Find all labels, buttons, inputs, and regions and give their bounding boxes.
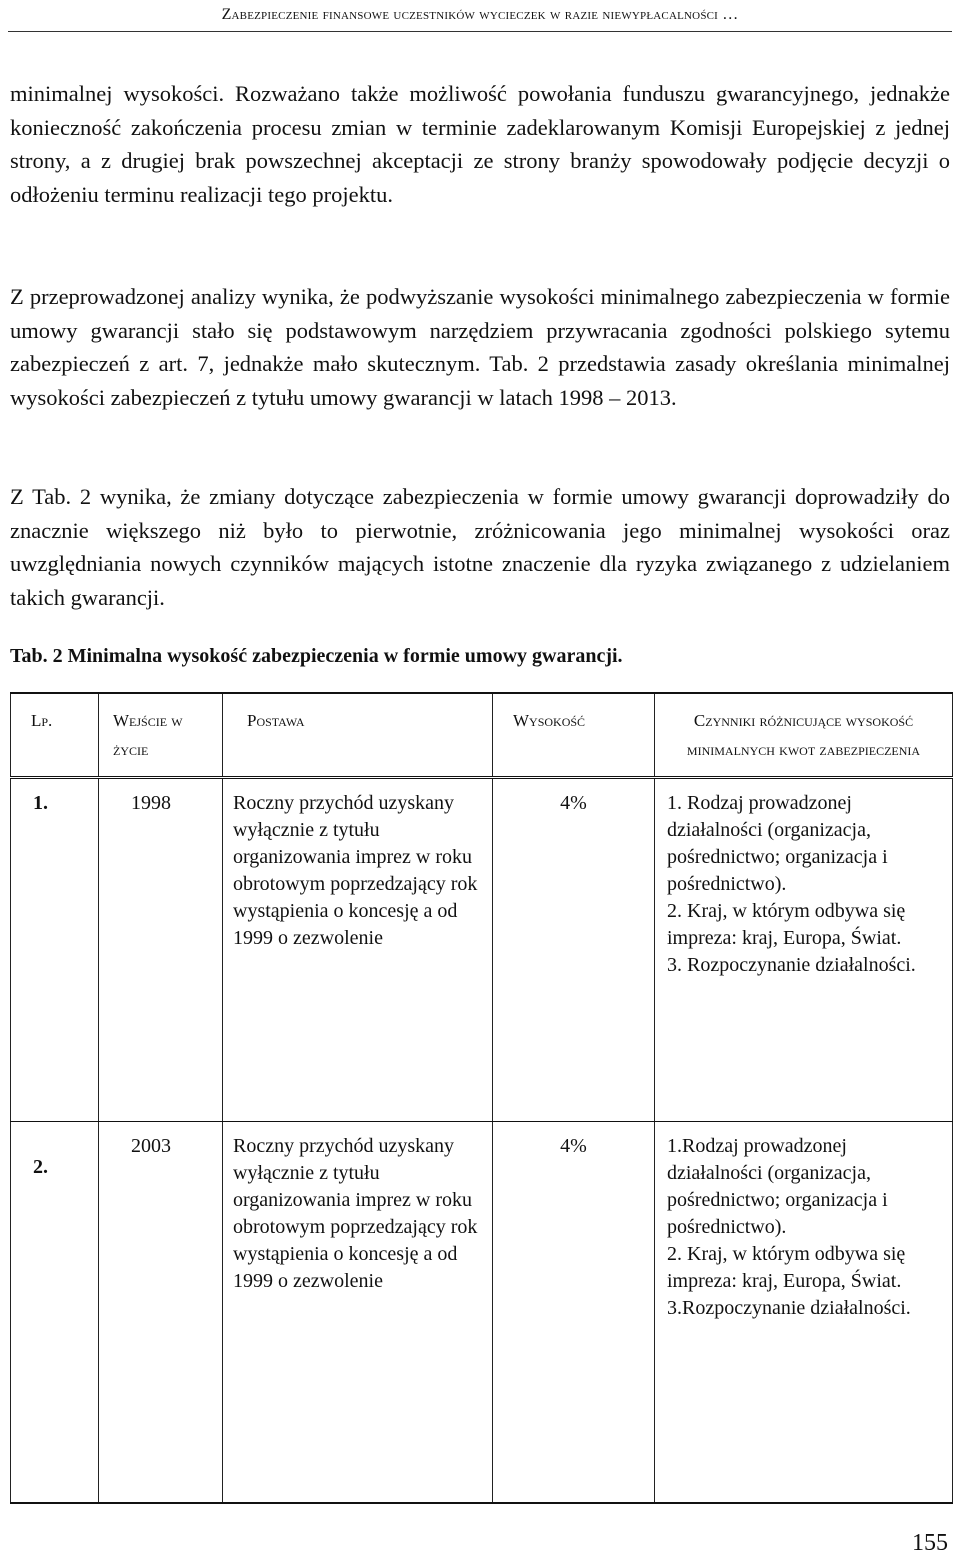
header-entry-into-force: Wejście w życie (99, 693, 223, 778)
header-amount: Wysokość (493, 693, 655, 778)
guarantee-table (10, 692, 953, 1504)
row-lp: 1. (11, 778, 99, 1122)
row-year: 2003 (99, 1122, 223, 1504)
factor-item: 3.Rozpoczynanie działalności. (667, 1297, 911, 1319)
page-number: 155 (912, 1530, 948, 1556)
row-factors (655, 778, 953, 1122)
header-basis: Postawa (223, 693, 493, 778)
header-rule (8, 31, 952, 32)
row-basis: Roczny przychód uzyskany wyłącznie z tytułu organizowania imprez w roku obrotowym poprzedzający rok wystąpienia o koncesję a od 1999 o zezwolenie (223, 778, 493, 1122)
paragraph-2: Z przeprowadzonej analizy wynika, że podwyższanie wysokości minimalnego zabezpieczenia w formie umowy gwarancji stało się podstawowym narzędziem przywracania zgodności polskiego sytemu zabezpieczeń z art. 7, jednakże mało skutecznym. Tab. 2 przedstawia zasady określania minimalnej wysokości zabezpieczeń z tytułu umowy gwarancji w latach 1998 – 2013. (10, 284, 950, 410)
paragraph-3: Z Tab. 2 wynika, że zmiany dotyczące zabezpieczenia w formie umowy gwarancji doprowadziły do znacznie większego niż było to pierwotnie, zróżnicowania jego minimalnej wysokości oraz uwzględniania nowych czynników mających istotne znaczenie dla ryzyka związanego z udzielaniem takich gwarancji. (10, 484, 950, 610)
row-basis: Roczny przychód uzyskany wyłącznie z tytułu organizowania imprez w roku obrotowym poprzedzający rok wystąpienia o koncesję a od 1999 o zezwolenie (223, 1122, 493, 1504)
header-lp: Lp. (11, 693, 99, 778)
running-head: Zabezpieczenie finansowe uczestników wycieczek w razie niewypłacalności … (221, 6, 739, 23)
row-amount: 4% (493, 1122, 655, 1504)
table-row (11, 1122, 953, 1504)
table-header-row (11, 693, 953, 778)
factor-item: 2. Kraj, w którym odbywa się impreza: kraj, Europa, Świat. (667, 1243, 906, 1292)
header-factors: Czynniki różnicujące wysokość minimalnych kwot zabezpieczenia (655, 693, 953, 778)
table-row (11, 778, 953, 1122)
factor-item: 2. Kraj, w którym odbywa się impreza: kraj, Europa, Świat. (667, 900, 906, 949)
row-factors (655, 1122, 953, 1504)
factor-item: 1. Rodzaj prowadzonej działalności (organizacja, pośrednictwo; organizacja i pośrednictwo). (667, 792, 888, 895)
factor-item: 1.Rodzaj prowadzonej działalności (organizacja, pośrednictwo; organizacja i pośrednictwo). (667, 1135, 888, 1238)
row-year: 1998 (99, 778, 223, 1122)
row-amount: 4% (493, 778, 655, 1122)
factor-item: 3. Rozpoczynanie działalności. (667, 954, 916, 976)
table-caption: Tab. 2 Minimalna wysokość zabezpieczenia w formie umowy gwarancji. (10, 645, 623, 667)
paragraph-1: minimalnej wysokości. Rozważano także możliwość powołania funduszu gwarancyjnego, jednakże konieczność zakończenia procesu zmian w terminie zadeklarowanym Komisji Europejskiej z jednej strony, a z drugiej brak powszechnej akceptacji ze strony branży spowodowały podjęcie decyzji o odłożeniu terminu realizacji tego projektu. (10, 81, 950, 207)
row-lp: 2. (11, 1122, 99, 1504)
